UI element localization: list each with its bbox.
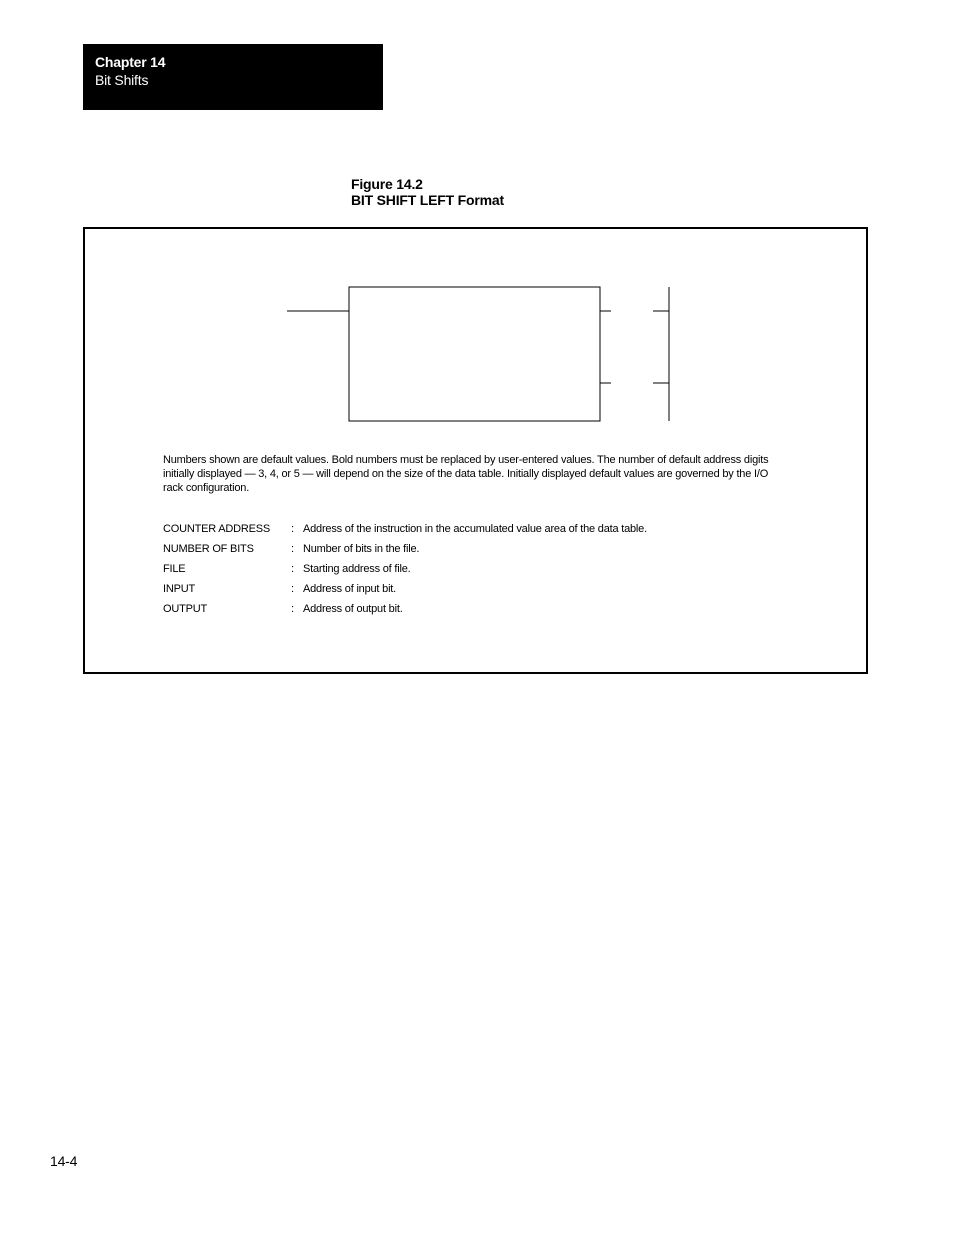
definition-separator: : [291, 543, 294, 555]
chapter-number: Chapter 14 [95, 54, 166, 70]
definition-description: Starting address of file. [303, 563, 411, 575]
definition-description: Number of bits in the file. [303, 543, 420, 555]
definition-row-output [163, 603, 803, 623]
definition-separator: : [291, 523, 294, 535]
page-number: 14-4 [50, 1153, 78, 1169]
definition-separator: : [291, 583, 294, 595]
definition-term: OUTPUT [163, 603, 208, 615]
figure-caption [351, 176, 504, 208]
definition-description: Address of output bit. [303, 603, 403, 615]
instruction-block [349, 287, 600, 421]
definition-row-counter-address [163, 523, 803, 543]
default-values-note: Numbers shown are default values. Bold numbers must be replaced by user-entered values. The number of default address digits initially displayed — 3, 4, or 5 — will depend on the size of the data table. Initially displayed default values are governed by the I/O rack configuration. [163, 454, 769, 494]
figure-number: Figure 14.2 [351, 176, 423, 192]
definition-row-input [163, 583, 803, 603]
definition-row-number-of-bits [163, 543, 803, 563]
chapter-title: Bit Shifts [95, 72, 149, 88]
definition-term: FILE [163, 563, 186, 575]
definition-row-file [163, 563, 803, 583]
definition-term: INPUT [163, 583, 196, 595]
definition-description: Address of the instruction in the accumulated value area of the data table. [303, 523, 647, 535]
chapter-header [83, 44, 383, 110]
definitions-list [163, 523, 803, 623]
definition-term: NUMBER OF BITS [163, 543, 254, 555]
definition-description: Address of input bit. [303, 583, 397, 595]
figure-frame [83, 227, 868, 674]
definition-separator: : [291, 603, 294, 615]
definition-term: COUNTER ADDRESS [163, 523, 271, 535]
definition-separator: : [291, 563, 294, 575]
figure-title: BIT SHIFT LEFT Format [351, 192, 504, 208]
